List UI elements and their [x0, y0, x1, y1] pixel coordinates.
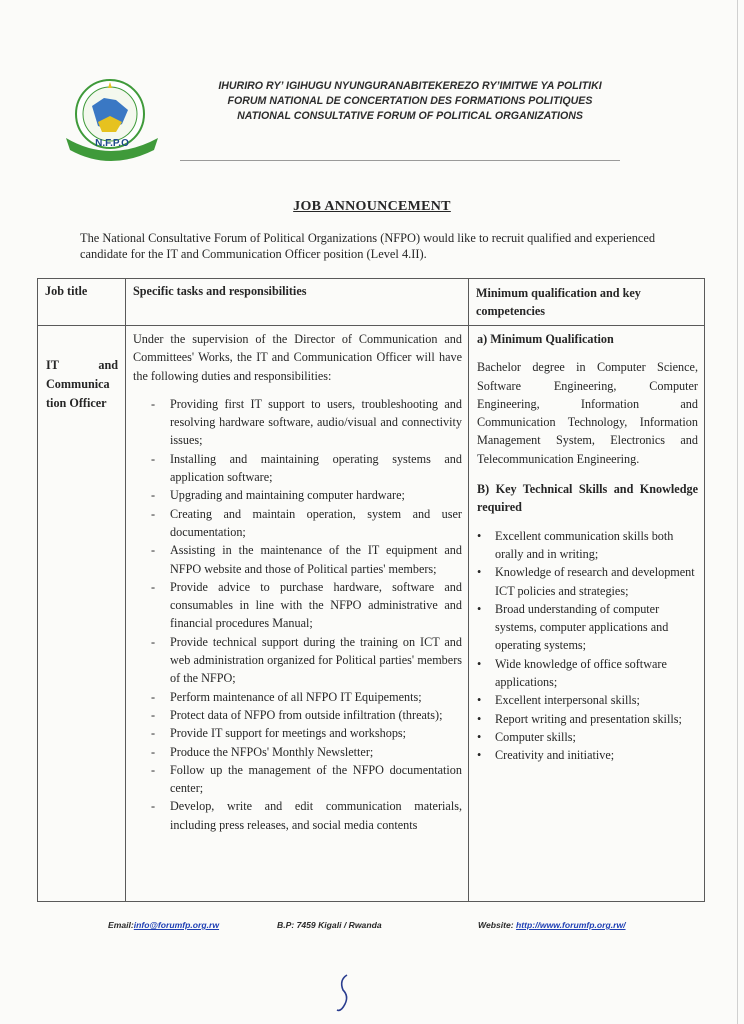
job-title-word: and	[98, 358, 118, 372]
postal-label: B.P:	[277, 920, 295, 930]
minimum-qualification-heading: a) Minimum Qualification	[477, 332, 614, 346]
handwritten-mark	[333, 972, 359, 1016]
list-item: - Creating and maintain operation, system and user documentation;	[133, 505, 462, 542]
list-item: - Provide technical support during the training on ICT and web administration organized for Political parties' members of the NFPO;	[133, 633, 462, 688]
list-item: - Provide IT support for meetings and workshops;	[133, 724, 462, 742]
logo-text: N.F.P.O	[95, 138, 129, 149]
org-name-english: NATIONAL CONSULTATIVE FORUM OF POLITICAL ORGANIZATIONS	[237, 110, 583, 122]
job-title-word: IT	[46, 358, 59, 372]
tasks-list	[133, 395, 462, 834]
document-title: JOB ANNOUNCEMENT	[293, 199, 451, 214]
table-header-row	[38, 279, 705, 326]
nfpo-logo	[58, 72, 170, 162]
minimum-qualification-text: Bachelor degree in Computer Science, Software Engineering, Computer Engineering, Information and Communication Technology, Information Management System, Electronics and Telecommunication Engineering.	[477, 360, 698, 466]
email-label: Email:	[108, 920, 134, 930]
list-item: - Perform maintenance of all NFPO IT Equipements;	[133, 688, 462, 706]
list-item: - Develop, write and edit communication materials, including press releases, and social media contents	[133, 797, 462, 834]
list-item: - Assisting in the maintenance of the IT equipment and NFPO website and those of Political parties' members;	[133, 541, 462, 578]
intro-paragraph: The National Consultative Forum of Political Organizations (NFPO) would like to recruit qualified and experienced candidate for the IT and Communication Officer position (Level 4.II).	[80, 231, 656, 261]
job-title-cell	[38, 326, 126, 902]
website-link[interactable]: http://www.forumfp.org.rw/	[516, 920, 626, 930]
list-item: • Computer skills;	[477, 728, 698, 746]
org-name-kinyarwanda: IHURIRO RY’ IGIHUGU NYUNGURANABITEKEREZO RY’IMITWE YA POLITIKI	[218, 80, 602, 92]
nfpo-logo-graphic	[58, 72, 170, 162]
organization-name-block	[180, 79, 640, 124]
tasks-cell	[126, 326, 469, 902]
list-item: • Knowledge of research and development ICT policies and strategies;	[477, 563, 698, 600]
list-item: - Protect data of NFPO from outside infiltration (threats);	[133, 706, 462, 724]
skills-list	[477, 527, 698, 765]
list-item: • Report writing and presentation skills;	[477, 710, 698, 728]
job-title-line	[46, 356, 118, 375]
job-table	[37, 278, 705, 902]
list-item: - Provide advice to purchase hardware, software and consumables in line with the NFPO administrative and financial procedures Manual;	[133, 578, 462, 633]
header-qualification: Minimum qualification and key competencies	[469, 279, 705, 326]
org-name-french: FORUM NATIONAL DE CONCERTATION DES FORMATIONS POLITIQUES	[227, 95, 593, 107]
qualification-cell	[469, 326, 705, 902]
header-job-title: Job title	[38, 279, 126, 326]
table-row	[38, 326, 705, 902]
list-item: • Excellent interpersonal skills;	[477, 691, 698, 709]
tasks-intro: Under the supervision of the Director of Communication and Committees' Works, the IT and Communication Officer will have the following duties and responsibilities:	[133, 332, 462, 383]
footer-website	[478, 920, 626, 930]
key-skills-heading: B) Key Technical Skills and Knowledge required	[477, 482, 698, 515]
list-item: • Excellent communication skills both orally and in writing;	[477, 527, 698, 564]
list-item: - Installing and maintaining operating systems and application software;	[133, 450, 462, 487]
header-divider	[180, 160, 620, 161]
list-item: - Upgrading and maintaining computer hardware;	[133, 486, 462, 504]
job-title-line: tion Officer	[46, 396, 107, 410]
list-item: - Follow up the management of the NFPO documentation center;	[133, 761, 462, 798]
list-item: • Creativity and initiative;	[477, 746, 698, 764]
header-tasks: Specific tasks and responsibilities	[126, 279, 469, 326]
list-item: - Providing first IT support to users, troubleshooting and resolving hardware software, audio/visual and connectivity issues;	[133, 395, 462, 450]
list-item: - Produce the NFPOs' Monthly Newsletter;	[133, 743, 462, 761]
website-label: Website:	[478, 920, 514, 930]
footer-email	[108, 920, 219, 930]
list-item: • Wide knowledge of office software applications;	[477, 655, 698, 692]
job-title-line: Communica	[46, 377, 110, 391]
postal-address: 7459 Kigali / Rwanda	[296, 920, 382, 930]
footer-postal	[277, 920, 382, 930]
list-item: • Broad understanding of computer systems, computer applications and operating systems;	[477, 600, 698, 655]
scan-edge	[737, 0, 738, 1024]
email-link[interactable]: info@forumfp.org.rw	[133, 920, 220, 930]
